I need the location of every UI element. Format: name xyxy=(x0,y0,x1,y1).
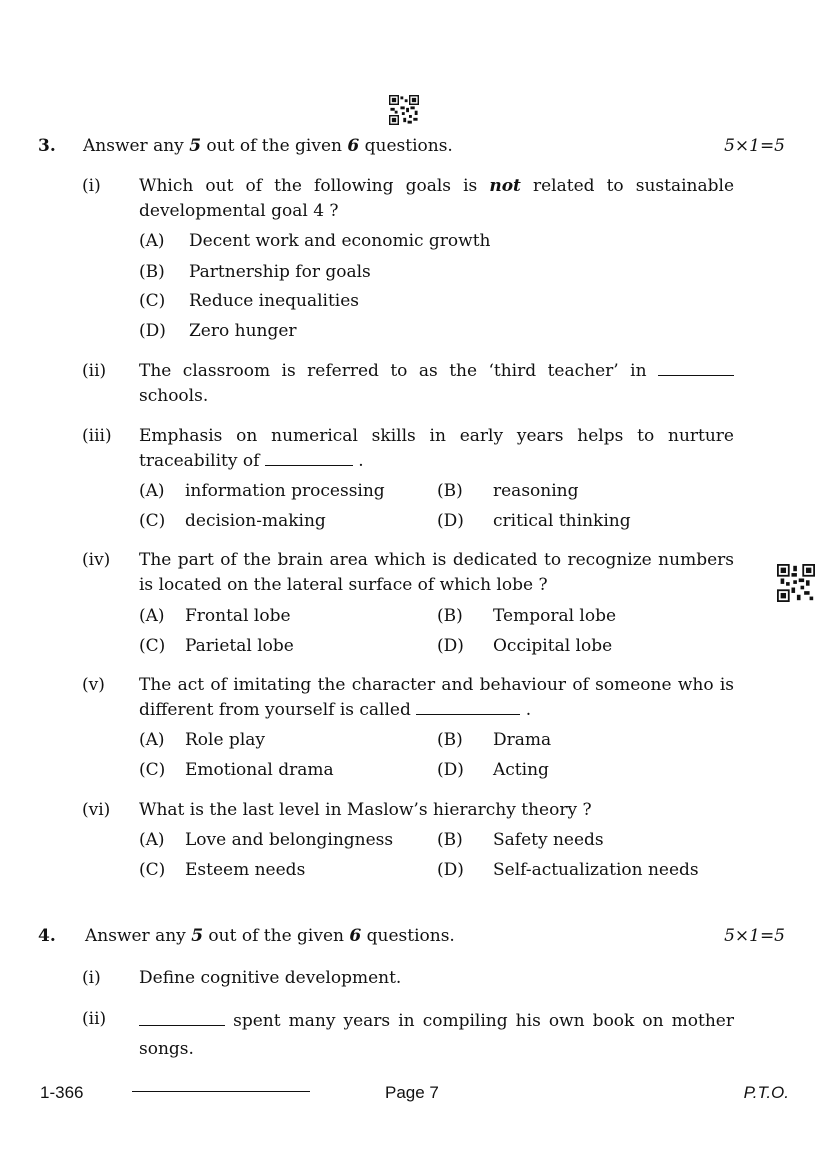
option-d: (D) Occipital lobe xyxy=(437,636,613,656)
option-b: (B) Partnership for goals xyxy=(139,262,371,282)
option-c: (C) Parietal lobe xyxy=(139,636,294,656)
question-3-item-iv xyxy=(82,548,734,598)
option-c: (C) Emotional drama xyxy=(139,760,334,780)
item-number: (iii) xyxy=(82,426,112,446)
option-c: (C) decision-making xyxy=(139,511,326,531)
please-turn-over: P.T.O. xyxy=(743,1083,789,1102)
option-d: (D) Acting xyxy=(437,760,549,780)
paper-code: 1-366 xyxy=(40,1083,84,1102)
item-stem: Which out of the following goals is not related to sustainable developmental goal 4 ? xyxy=(139,176,735,221)
question-3-item-iii xyxy=(82,424,734,474)
item-stem: The act of imitating the character and behaviour of someone who is different from yourself is called . xyxy=(139,675,734,720)
question-instruction: Answer any 5 out of the given 6 questions. xyxy=(83,136,453,156)
option-d: (D) critical thinking xyxy=(437,511,631,531)
item-number: (i) xyxy=(82,176,101,196)
question-3-item-vi xyxy=(82,798,734,823)
question-3-item-ii xyxy=(82,359,734,409)
fill-blank xyxy=(658,363,734,376)
question-3-item-i xyxy=(82,174,734,224)
item-stem: The classroom is referred to as the ‘third teacher’ in schools. xyxy=(139,359,734,409)
option-b: (B) Drama xyxy=(437,730,552,750)
fill-blank xyxy=(265,453,353,466)
page-footer xyxy=(0,1080,827,1104)
option-c: (C) Esteem needs xyxy=(139,860,306,880)
question-4-item-i xyxy=(82,966,734,991)
question-marks: 5×1=5 xyxy=(724,136,785,156)
option-a: (A) Love and belongingness xyxy=(139,830,394,850)
question-4-header xyxy=(38,924,785,950)
question-3-item-v xyxy=(82,673,734,723)
question-3-header xyxy=(38,134,785,160)
question-instruction: Answer any 5 out of the given 6 questions. xyxy=(85,926,455,946)
fill-blank xyxy=(139,1013,225,1026)
item-stem: Define cognitive development. xyxy=(139,968,402,988)
item-stem: Emphasis on numerical skills in early years helps to nurture traceability of . xyxy=(139,426,734,471)
question-number: 3. xyxy=(38,136,56,156)
item-number: (i) xyxy=(82,968,101,988)
option-a: (A) information processing xyxy=(139,481,385,501)
qr-code-icon xyxy=(389,95,419,125)
option-a: (A) Decent work and economic growth xyxy=(139,231,491,251)
item-number: (vi) xyxy=(82,800,111,820)
fill-blank xyxy=(416,702,520,715)
item-number: (ii) xyxy=(82,361,107,381)
option-b: (B) Safety needs xyxy=(437,830,604,850)
page-number: Page 7 xyxy=(385,1083,439,1102)
option-b: (B) Temporal lobe xyxy=(437,606,617,626)
item-number: (v) xyxy=(82,675,105,695)
option-c: (C) Reduce inequalities xyxy=(139,291,360,311)
option-d: (D) Self-actualization needs xyxy=(437,860,699,880)
question-marks: 5×1=5 xyxy=(724,926,785,946)
option-d: (D) Zero hunger xyxy=(139,321,297,341)
item-number: (iv) xyxy=(82,550,111,570)
option-b: (B) reasoning xyxy=(437,481,579,501)
item-stem: The part of the brain area which is dedicated to recognize numbers is located on the lateral surface of which lobe ? xyxy=(139,550,734,595)
item-stem: What is the last level in Maslow’s hierarchy theory ? xyxy=(139,800,592,820)
option-a: (A) Role play xyxy=(139,730,265,750)
footer-divider xyxy=(132,1091,310,1092)
option-a: (A) Frontal lobe xyxy=(139,606,291,626)
question-4-item-ii xyxy=(82,1007,734,1063)
qr-code-icon xyxy=(777,564,815,602)
item-stem: spent many years in compiling his own book on mother songs. xyxy=(139,1011,734,1059)
question-number: 4. xyxy=(38,926,56,946)
item-number: (ii) xyxy=(82,1009,107,1029)
